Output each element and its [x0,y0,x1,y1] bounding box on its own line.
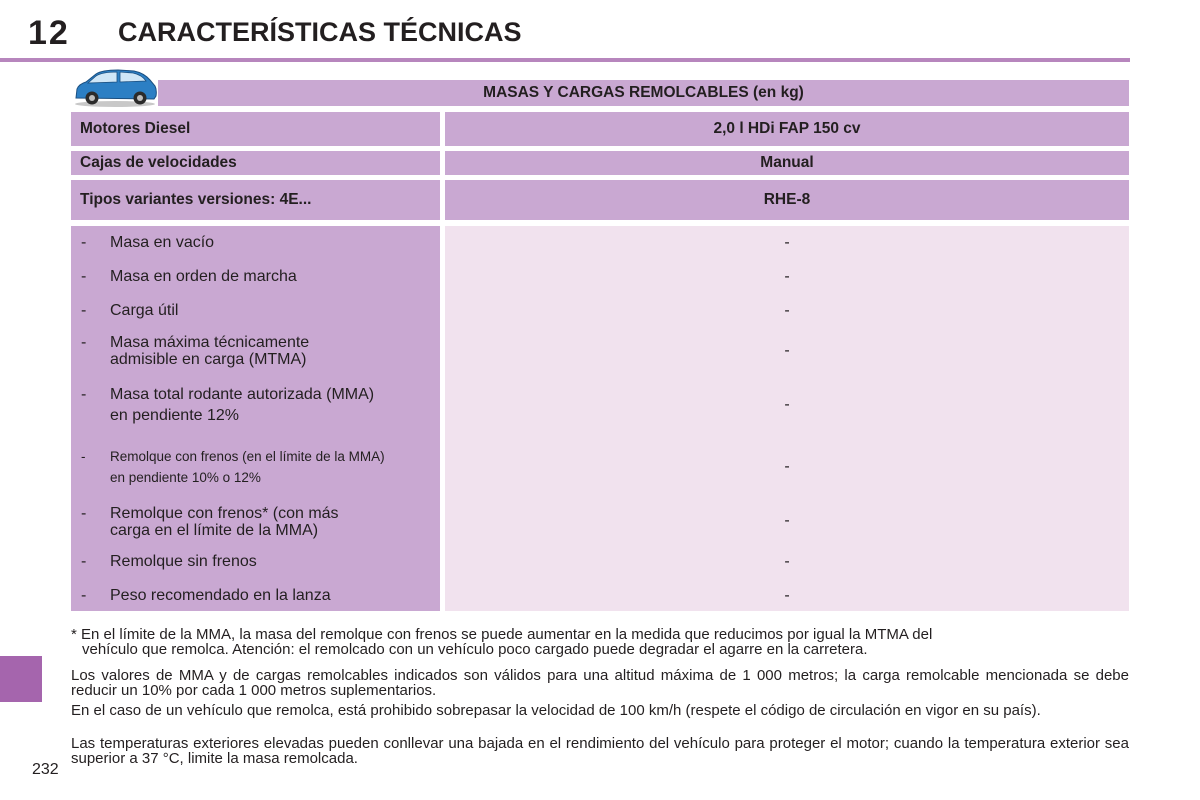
note-temperature: Las temperaturas exteriores elevadas pueden conllevar una bajada en el rendimiento del vehículo para proteger el motor; cuando la temperatura exterior sea superior a 37 °C, limite la masa remolcada. [71,735,1129,767]
row-label-gearbox [71,151,440,175]
items-label-column: - Masa en vacío - Masa en orden de marcha - Carga útil - Masa máxima técnicamente admisible en carga (MTMA) - Masa total rodante autorizada (MMA) en pendiente 12% - Remolque con frenos (en el límite de la MMA) en pendiente 10% o 12% - Remolque con frenos* (con más carga en el límite de la MMA) - Remolque sin frenos - Peso recomendado en la lanza [71,226,440,611]
note-altitude: Los valores de MMA y de cargas remolcables indicados son válidos para una altitud máxima de 1 000 metros; la carga remolcable mencionada se debe reducir un 10% por cada 1 000 metros suplementarios. [71,667,1129,699]
item-value: - [784,587,790,604]
chapter-side-tab [0,656,42,702]
variants-label: Tipos variantes versiones: 4E... [80,191,312,208]
header-divider [0,58,1130,62]
gearbox-label: Cajas de velocidades [80,154,237,171]
item-value: - [784,234,790,251]
row-label-engines [71,112,440,146]
engines-label: Motores Diesel [80,120,191,137]
engines-value: 2,0 l HDi FAP 150 cv [713,120,861,137]
item-value: - [784,396,790,413]
item-value: - [784,302,790,319]
gearbox-value: Manual [760,154,814,171]
car-icon [72,68,158,108]
page-number: 232 [32,761,59,778]
table-title-text: MASAS Y CARGAS REMOLCABLES (en kg) [483,84,804,101]
items-value-column [445,226,1129,611]
chapter-title: CARACTERÍSTICAS TÉCNICAS [118,17,522,47]
item-value: - [784,512,790,529]
row-value-engines [445,112,1129,146]
row-value-gearbox [445,151,1129,175]
table-title [158,80,1129,106]
row-label-variants [71,180,440,220]
footnote: * En el límite de la MMA, la masa del remolque con frenos se puede aumentar en la medida que reducimos por igual la MTMA del vehículo que remolca. Atención: el remolcado con un vehículo poco cargado puede degradar el agarre en la carretera. [71,626,933,658]
item-value: - [784,458,790,475]
note-speed: En el caso de un vehículo que remolca, está prohibido sobrepasar la velocidad de 100 km/h (respete el código de circulación en vigor en su país). [71,702,1041,719]
item-value: - [784,342,790,359]
row-value-variants [445,180,1129,220]
chapter-number: 12 [28,14,70,52]
item-value: - [784,268,790,285]
variants-value: RHE-8 [763,191,811,208]
item-value: - [784,553,790,570]
